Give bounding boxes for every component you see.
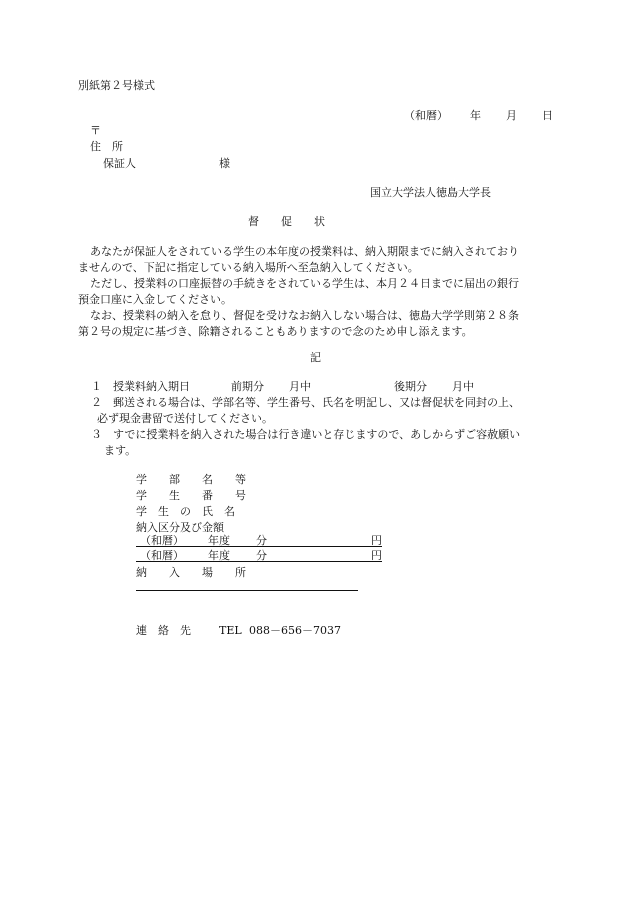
item-1-first-term: 前期分 (231, 380, 264, 393)
paragraph-1-line-1: あなたが保証人をされている学生の本年度の授業料は、納入期限までに納入されており (90, 245, 519, 258)
faculty-label: 学 部 名 等 (136, 473, 246, 486)
item-3-line-2: ます。 (104, 444, 137, 457)
amount-row-term: 分 (256, 549, 267, 562)
form-id: 別紙第２号様式 (78, 79, 155, 92)
sender: 国立大学法人徳島大学長 (370, 186, 491, 199)
student-number-label: 学 生 番 号 (136, 489, 246, 502)
amount-row-year: 年度 (208, 549, 230, 562)
item-3-line-1: すでに授業料を納入された場合は行き違いと存じますので、あしからずご容赦願い (113, 428, 521, 441)
date-year: 年 (470, 109, 481, 122)
item-2-number: ２ (91, 396, 102, 409)
contact-label: 連 絡 先 (136, 624, 191, 637)
document-title: 督 促 状 (248, 215, 325, 228)
payment-place-label: 納 入 場 所 (136, 566, 246, 579)
amount-row-yen: 円 (371, 534, 382, 547)
date-month: 月 (506, 109, 517, 122)
item-1-label: 授業料納入期日 (113, 380, 190, 393)
date-day: 日 (542, 109, 553, 122)
ki-heading: 記 (310, 351, 321, 364)
date-era: （和暦） (404, 109, 448, 122)
amount-row-year: 年度 (208, 534, 230, 547)
amount-row-1-underline (136, 546, 382, 547)
address-label: 住 所 (90, 140, 123, 153)
amount-row-term: 分 (256, 534, 267, 547)
tel-number: 088－656－7037 (249, 624, 341, 637)
item-1-second-term: 後期分 (394, 380, 427, 393)
guarantor-honorific: 様 (219, 157, 230, 170)
amount-row-era: （和暦） (140, 534, 184, 547)
amount-row-era: （和暦） (140, 549, 184, 562)
payment-place-line (136, 590, 358, 591)
paragraph-3-line-1: なお、授業料の納入を怠り、督促を受けなお納入しない場合は、徳島大学学則第２８条 (90, 309, 519, 322)
item-2-line-2: 必ず現金書留で送付してください。 (97, 412, 273, 425)
paragraph-1-line-2: ませんので、下記に指定している納入場所へ至急納入してください。 (78, 261, 419, 274)
item-1-first-month: 月中 (289, 380, 311, 393)
item-1-second-month: 月中 (452, 380, 474, 393)
guarantor-label: 保証人 (103, 157, 136, 170)
amount-row-yen: 円 (371, 549, 382, 562)
amount-row-2-underline (136, 561, 382, 562)
payment-category-label: 納入区分及び金額 (136, 521, 224, 534)
paragraph-2-line-1: ただし、授業料の口座振替の手続きをされている学生は、本月２４日までに届出の銀行 (90, 277, 519, 290)
paragraph-2-line-2: 預金口座に入金してください。 (78, 293, 232, 306)
paragraph-3-line-2: 第２号の規定に基づき、除籍されることもありますので念のため申し添えます。 (78, 325, 473, 338)
tel-label: TEL (219, 624, 242, 637)
item-1-number: １ (91, 380, 102, 393)
item-2-line-1: 郵送される場合は、学部名等、学生番号、氏名を明記し、又は督促状を同封の上、 (113, 396, 520, 409)
item-3-number: ３ (91, 428, 102, 441)
postal-mark: 〒 (90, 124, 101, 137)
student-name-label: 学 生 の 氏 名 (136, 505, 235, 518)
